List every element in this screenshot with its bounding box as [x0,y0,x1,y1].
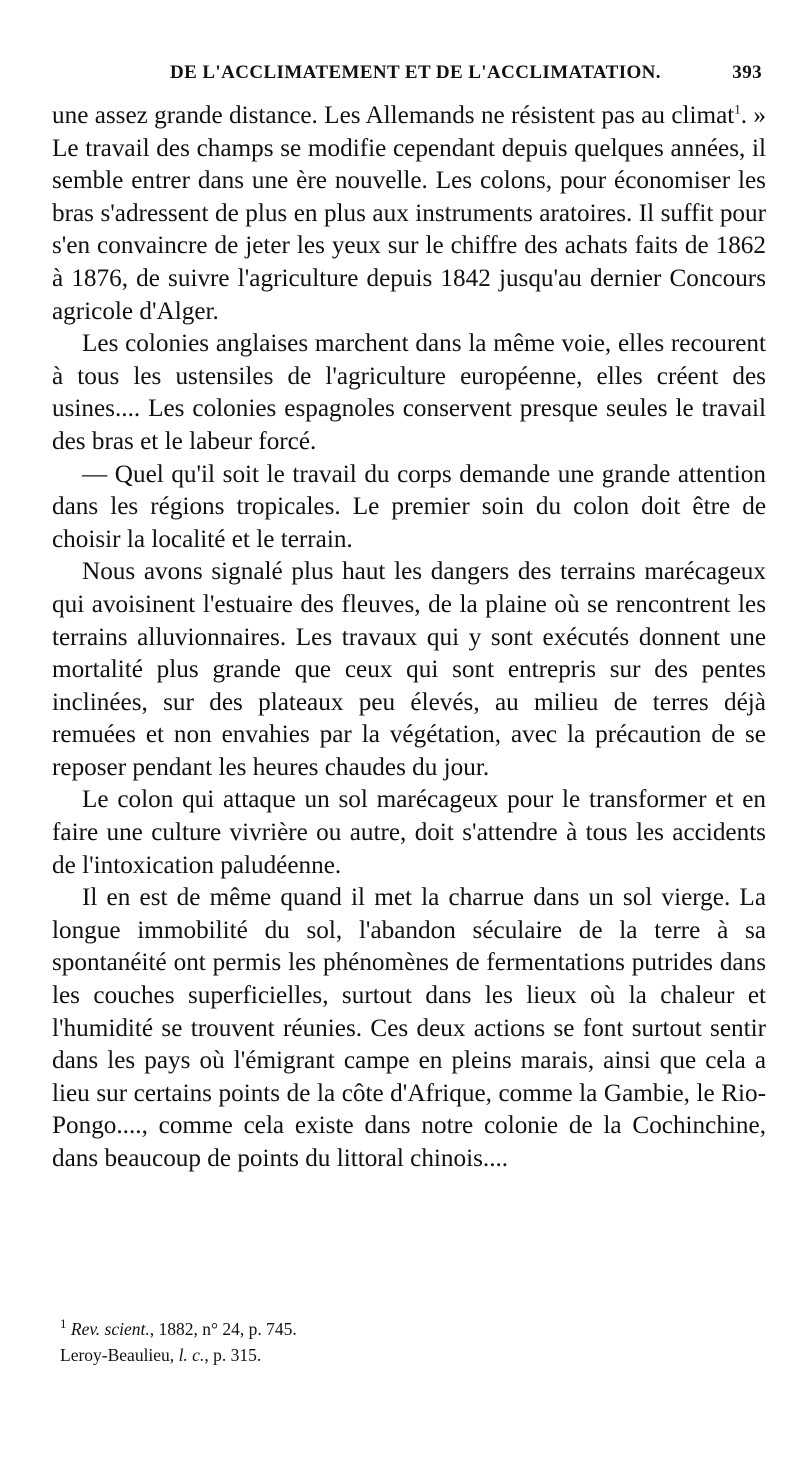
footnote-text: , p. 315. [204,1345,262,1365]
footnote-source: Rev. scient. [70,1319,150,1339]
footnotes [60,1316,760,1368]
paragraph-text: . » Le travail des champs se modifie cependant depuis quelques années, il semble entrer dans une ère nouvelle. Les colons, pour économiser les bras s'adressent de plus en plus aux instruments aratoires. Il suffit pour s'en convaincre de jeter les yeux sur le chiffre des achats faits de 1862 à 1876, de suivre l'agriculture depuis 1842 jusqu'au dernier Concours agricole d'Alger. [52,102,767,325]
running-title: DE L'ACCLIMATEMENT ET DE L'ACCLIMATATION. [170,62,661,83]
footnote-author: Leroy-Beaulieu, [60,1345,179,1365]
paragraph: — Quel qu'il soit le travail du corps demande une grande attention dans les régions tropicales. Le premier soin du colon doit être de choisir la localité et le terrain. [52,460,766,553]
paragraph: Il en est de même quand il met la charrue dans un sol vierge. La longue immobilité du sol, l'abandon séculaire de la terre à sa spontanéité ont permis les phénomènes de fermentations putrides dans les couches superficielles, surtout dans les lieux où la chaleur et l'humidité se trouvent réunies. Ces deux actions se font surtout sentir dans les pays où l'émigrant campe en pleins marais, ainsi que cela a lieu sur certains points de la côte d'Afrique, comme la Gambie, le Rio-Pongo...., comme cela existe dans notre colonie de la Cochinchine, dans beaucoup de points du littoral chinois.... [52,884,766,1172]
page-number: 393 [732,62,762,83]
paragraph-text: une assez grande distance. Les Allemands ne résistent pas au climat [52,102,735,129]
footnote-reference[interactable]: 1 [734,101,741,117]
footnote-text: , 1882, n° 24, p. 745. [149,1319,297,1339]
footnote [60,1316,760,1342]
paragraph: Le colon qui attaque un sol marécageux pour le transformer et en faire une culture vivrière ou autre, doit s'attendre à tous les accidents de l'intoxication paludéenne. [52,786,766,879]
footnote [60,1342,760,1368]
footnote-ref: l. c. [178,1345,205,1365]
paragraph-continuation [52,100,766,328]
page-header [52,62,762,92]
paragraph: Nous avons signalé plus haut les dangers des terrains marécageux qui avoisinent l'estuaire des fleuves, de la plaine où se rencontrent les terrains alluvionnaires. Les travaux qui y sont exécutés donnent une mortalité plus grande que ceux qui sont entrepris sur des pentes inclinées, sur des plateaux peu élevés, au milieu de terres déjà remuées et non envahies par la végétation, avec la précaution de se reposer pendant les heures chaudes du jour. [52,558,766,781]
body-text [52,100,766,1176]
paragraph: Les colonies anglaises marchent dans la même voie, elles recourent à tous les ustensiles de l'agriculture européenne, elles créent des usines.... Les colonies espagnoles conservent presque seules le travail des bras et le labeur forcé. [52,330,766,455]
footnote-mark: 1 [60,1316,67,1332]
